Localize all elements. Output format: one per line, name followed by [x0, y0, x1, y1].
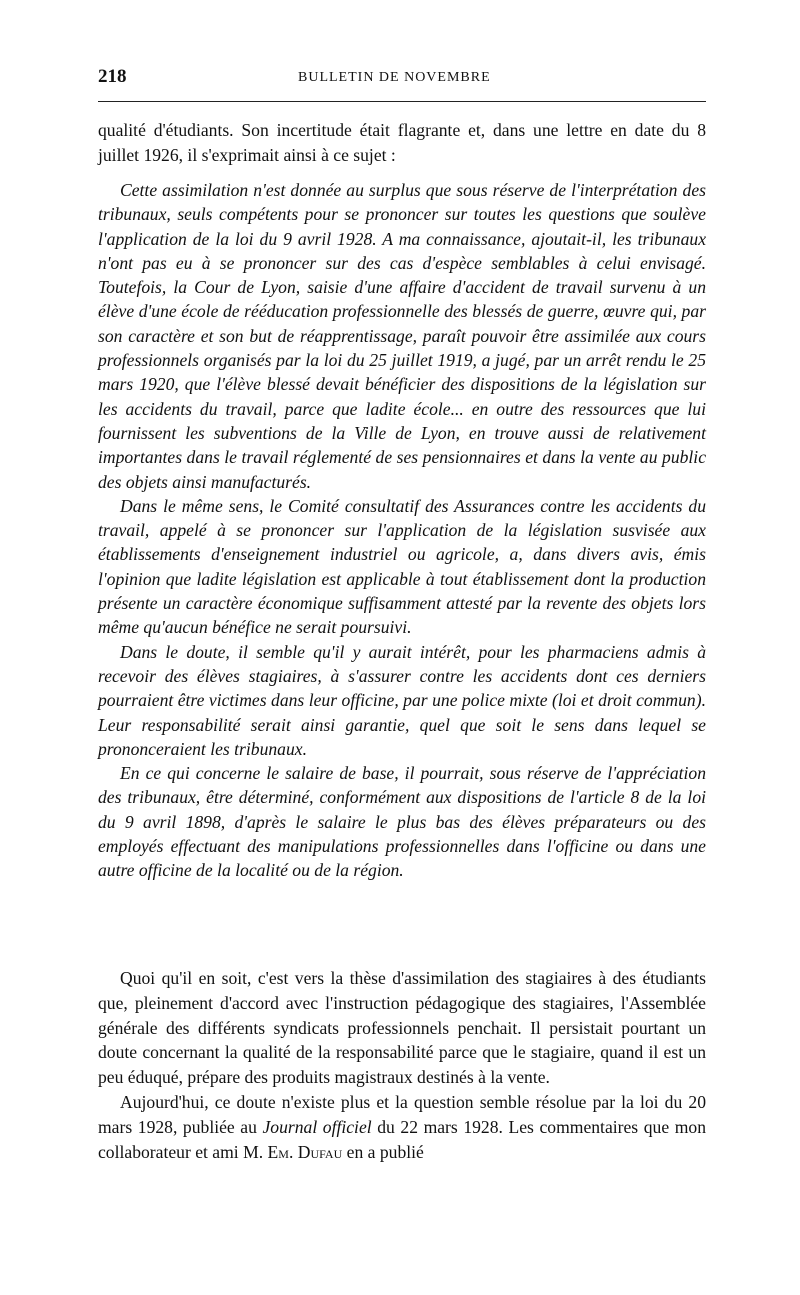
author-name: Em. Dufau	[267, 1141, 343, 1162]
quote-paragraph: En ce qui concerne le salaire de base, il pourrait, sous réserve de l'appréciation des tribunaux, être déterminé, conformément aux dispositions de l'article 8 de la loi du 9 avril 1898, d'après le salaire le plus bas des élèves préparateurs ou des employés effectuant des manipulations professionnelles dans l'officine ou dans une autre officine de la localité ou de la région.	[98, 763, 706, 881]
body-paragraph-last	[98, 1090, 706, 1164]
body-text-segment: en a publié	[342, 1141, 424, 1162]
header-rule	[98, 101, 706, 102]
quote-paragraph: Cette assimilation n'est donnée au surplus que sous réserve de l'interprétation des tribunaux, seuls compétents pour se prononcer sur toutes les questions que soulève l'application de la loi du 9 avril 1928. A ma connaissance, ajoutait-il, les tribunaux n'ont pas eu à se prononcer sur des cas d'espèce semblables à celui envisagé. Toutefois, la Cour de Lyon, saisie d'une affaire d'accident de travail survenu à un élève d'une école de rééducation professionnelle des blessés de guerre, œuvre qui, par son caractère et son but de réapprentissage, paraît pouvoir être assimilée aux cours professionnels organisés par la loi du 25 juillet 1919, a jugé, par un arrêt rendu le 25 mars 1920, que l'élève blessé devait bénéficier des dispositions de la législation sur les accidents du travail, parce que ladite école... en outre des ressources que lui fournissent les subventions de la Ville de Lyon, en trouve aussi de relativement importantes dans le travail réglementé de ses pensionnaires et dans la vente au public des objets ainsi manufacturés.	[98, 180, 706, 492]
journal-title: Journal officiel	[262, 1116, 372, 1137]
body-text	[98, 966, 706, 1164]
page-header	[98, 66, 706, 96]
running-title: BULLETIN DE NOVEMBRE	[298, 70, 491, 85]
quoted-letter	[98, 178, 706, 883]
page-number: 218	[98, 66, 127, 87]
body-text-segment: du 22 mars 1928. Les commentaires que mon collaborateur et ami M.	[98, 1116, 706, 1162]
intro-paragraph	[98, 118, 706, 167]
body-paragraph: Quoi qu'il en soit, c'est vers la thèse d'assimilation des stagiaires à des étudiants que, pleinement d'accord avec l'instruction pédagogique des stagiaires, l'Assemblée générale des différents syndicats professionnels penchait. Il persistait pourtant un doute concernant la qualité de la responsabilité parce que le stagiaire, quand il est un peu éduqué, prépare des produits magistraux destinés à la vente.	[98, 968, 706, 1088]
intro-text: qualité d'étudiants. Son incertitude était flagrante et, dans une lettre en date du 8 juillet 1926, il s'exprimait ainsi à ce sujet :	[98, 120, 706, 165]
quote-paragraph: Dans le même sens, le Comité consultatif des Assurances contre les accidents du travail, appelé à se prononcer sur l'application de la législation susvisée aux établissements d'enseignement industriel ou agricole, a, dans divers avis, émis l'opinion que ladite législation est applicable à tout établissement dont la production présente un caractère économique suffisamment attesté par la revente des objets lors même qu'aucun bénéfice ne serait poursuivi.	[98, 495, 706, 638]
body-text-segment: Aujourd'hui, ce doute n'existe plus et la question semble résolue par la loi du 20 mars 1928, publiée au	[98, 1091, 706, 1137]
quote-paragraph: Dans le doute, il semble qu'il y aurait intérêt, pour les pharmaciens admis à recevoir des élèves stagiaires, à s'assurer contre les accidents dont ces derniers pourraient être victimes dans leur officine, par une police mixte (loi et droit commun). Leur responsabilité serait ainsi garantie, quel que soit le sens dans lequel se prononceraient les tribunaux.	[98, 641, 706, 759]
